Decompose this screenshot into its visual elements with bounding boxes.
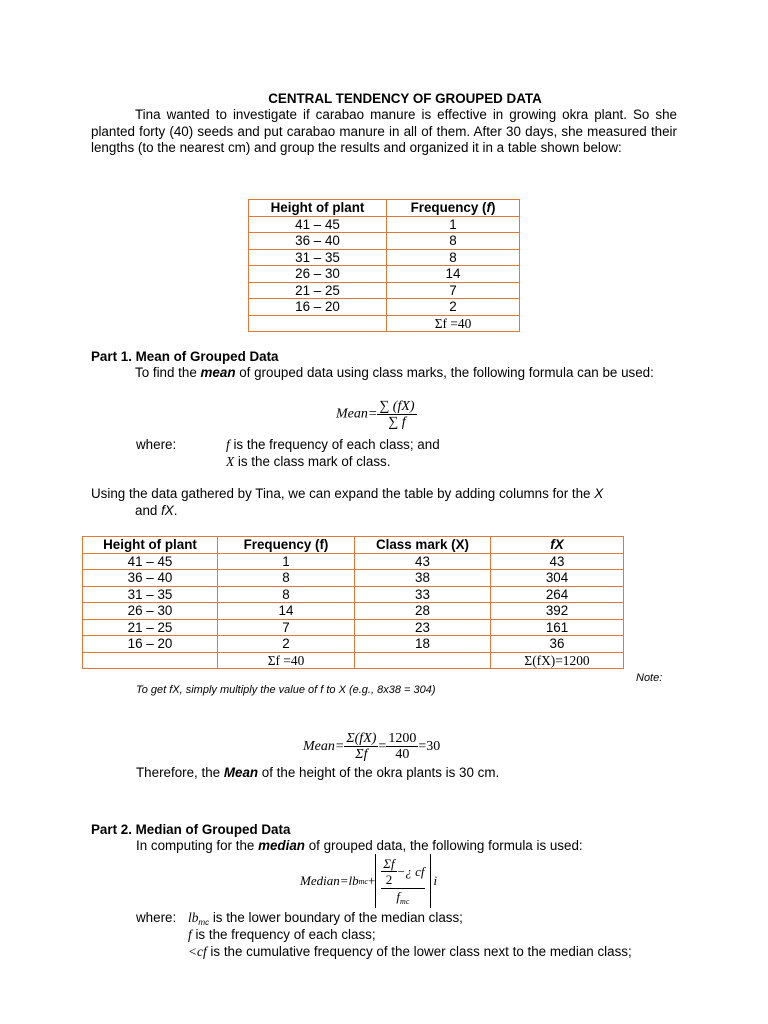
- table-row: [249, 282, 520, 299]
- table1-cell: 36 – 40: [249, 233, 387, 250]
- table2-cell: 264: [491, 586, 624, 603]
- where-freq: f is the frequency of each class;: [188, 927, 376, 942]
- table2-cell: 16 – 20: [83, 636, 218, 653]
- expanded-table: [82, 536, 624, 669]
- part2-heading: Part 2. Median of Grouped Data: [91, 822, 291, 837]
- table2-cell: 31 – 35: [83, 586, 218, 603]
- note-label: Note:: [636, 672, 663, 684]
- table2-header-height: Height of plant: [83, 537, 218, 554]
- table1-cell: 1: [387, 216, 520, 233]
- median-bracket: $\frac{\Sigma f}{2}$ −¿ cf $f_{mc}$: [375, 854, 430, 908]
- intro-paragraph: Tina wanted to investigate if carabao manure is effective in growing okra plant. So she planted forty (40) seeds and put carabao manure in all of them. After 30 days, she measured their lengths (to the nearest cm) and group the results and organized it in a table shown below:: [91, 107, 677, 155]
- table2-cell: 43: [355, 553, 491, 570]
- table1-cell: 2: [387, 299, 520, 316]
- mean-calculation: Mean= $\frac{\Sigma(fX)}{\Sigma f}$ = $\frac{1200}{40}$ =30: [303, 731, 441, 762]
- note-text: To get fX, simply multiply the value of f to X (e.g., 8x38 = 304): [136, 684, 436, 696]
- page-title: CENTRAL TENDENCY OF GROUPED DATA: [268, 91, 542, 106]
- table1-cell: 7: [387, 282, 520, 299]
- where-f: f is the frequency of each class; and: [226, 437, 440, 452]
- median-formula: Median=lb mc + $\frac{\Sigma f}{2}$ −¿ cf $f_{mc}$ i: [300, 856, 438, 906]
- where-label: where:: [136, 437, 177, 452]
- part2-intro: In computing for the median of grouped data, the following formula is used:: [136, 838, 583, 853]
- table2-cell: 2: [218, 636, 355, 653]
- table2-cell: 41 – 45: [83, 553, 218, 570]
- table-row: [83, 619, 624, 636]
- table1-cell: 16 – 20: [249, 299, 387, 316]
- table1-cell: 41 – 45: [249, 216, 387, 233]
- table2-cell: 38: [355, 570, 491, 587]
- table1-cell: 26 – 30: [249, 266, 387, 283]
- table-row: [83, 603, 624, 620]
- table2-header-frequency: Frequency (f): [218, 537, 355, 554]
- table2-cell: 43: [491, 553, 624, 570]
- where-lbmc: $lb_{mc}$ is the lower boundary of the median class;: [188, 910, 463, 927]
- table1-cell: 8: [387, 249, 520, 266]
- table-sum-row: [83, 652, 624, 669]
- table-row: [249, 266, 520, 283]
- table-row: [249, 233, 520, 250]
- table2-cell: 392: [491, 603, 624, 620]
- table2-cell: 28: [355, 603, 491, 620]
- table2-cell: 21 – 25: [83, 619, 218, 636]
- where-x: X is the class mark of class.: [226, 454, 391, 469]
- table2-cell: 36: [491, 636, 624, 653]
- where-cf: <cf is the cumulative frequency of the lower class next to the median class;: [188, 944, 632, 959]
- table2-cell: 23: [355, 619, 491, 636]
- table2-cell: 26 – 30: [83, 603, 218, 620]
- table2-cell: 161: [491, 619, 624, 636]
- table-row: [83, 570, 624, 587]
- table2-cell: 1: [218, 553, 355, 570]
- table2-cell: 18: [355, 636, 491, 653]
- part1-heading: Part 1. Mean of Grouped Data: [91, 349, 279, 364]
- table1-cell: 8: [387, 233, 520, 250]
- table1-cell: 21 – 25: [249, 282, 387, 299]
- table2-cell: 7: [218, 619, 355, 636]
- mean-formula: Mean= $\frac{\sum (fX)}{\sum f}$: [336, 399, 415, 430]
- table2-header-fx: fX: [491, 537, 624, 554]
- table1-cell: 14: [387, 266, 520, 283]
- expand-paragraph: Using the data gathered by Tina, we can expand the table by adding columns for the X and fX.: [91, 486, 604, 518]
- table-row: [83, 553, 624, 570]
- table2-cell: 304: [491, 570, 624, 587]
- table1-header-height: Height of plant: [249, 200, 387, 217]
- table-sum-row: [249, 315, 520, 332]
- table-row: [249, 249, 520, 266]
- table2-cell: 8: [218, 586, 355, 603]
- mean-conclusion: Therefore, the Mean of the height of the okra plants is 30 cm.: [136, 765, 500, 780]
- table2-sum-f: Σf =40: [218, 652, 355, 669]
- table-row: [83, 586, 624, 603]
- table1-cell: 31 – 35: [249, 249, 387, 266]
- table-row: [249, 216, 520, 233]
- table2-header-classmark: Class mark (X): [355, 537, 491, 554]
- table1-header-frequency: Frequency (f): [387, 200, 520, 217]
- table2-cell: 14: [218, 603, 355, 620]
- table2-sum-fx: Σ(fX)=1200: [491, 652, 624, 669]
- table2-cell: 36 – 40: [83, 570, 218, 587]
- table2-cell: 33: [355, 586, 491, 603]
- table1-sum: Σf =40: [387, 315, 520, 332]
- table2-cell: 8: [218, 570, 355, 587]
- part2-where-label: where:: [136, 910, 177, 925]
- table-row: [83, 636, 624, 653]
- part1-intro: To find the mean of grouped data using class marks, the following formula can be used:: [135, 365, 654, 380]
- frequency-table: [248, 199, 520, 332]
- table-row: [249, 299, 520, 316]
